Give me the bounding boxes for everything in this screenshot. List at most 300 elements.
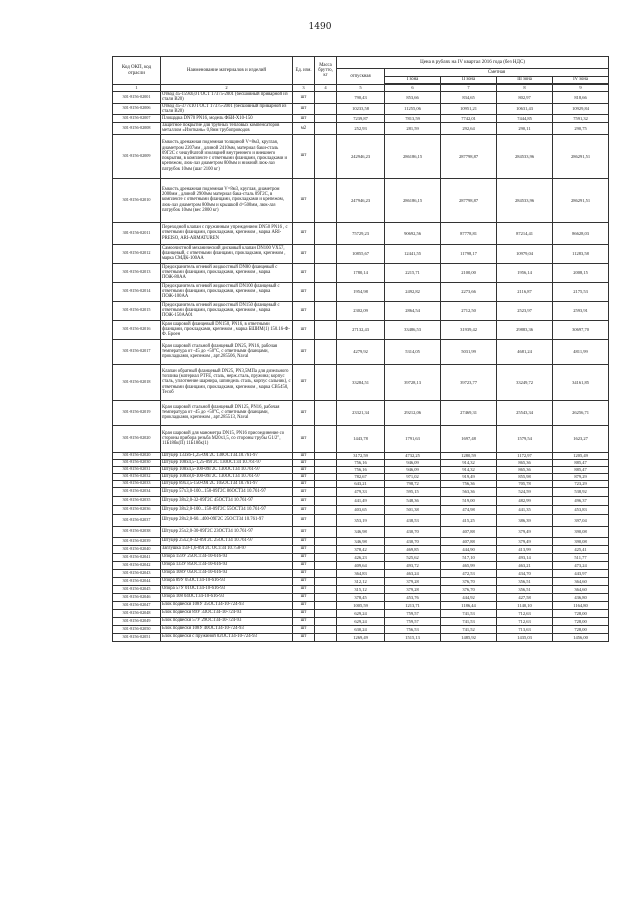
mass-cell [315, 505, 337, 514]
code-cell: 301-8156-02035 [113, 496, 161, 505]
name-cell: Опора 57У 01ОСТ34-10-616-93 [161, 585, 293, 593]
release-price-cell: 252,93 [337, 123, 385, 135]
zone-price-cell: 474,98 [441, 505, 497, 514]
zone-price-cell: 1164,80 [553, 601, 609, 609]
mass-cell [315, 452, 337, 459]
zone-price-cell: 430,70 [385, 537, 441, 545]
zone-price-cell: 26256,71 [553, 400, 609, 425]
table-row [113, 134, 609, 178]
unit-cell: шт [293, 134, 315, 178]
mass-cell [315, 244, 337, 263]
zone-price-cell: 453,76 [385, 593, 441, 601]
table-row [113, 364, 609, 400]
zone-price-cell: 2492,82 [385, 282, 441, 301]
code-cell: 301-8156-02020 [113, 452, 161, 459]
table-row [113, 466, 609, 473]
release-price-cell: 630,24 [337, 625, 385, 633]
unit-header: Ед. изм. [293, 57, 315, 85]
zone-price-cell: 25543,34 [497, 400, 553, 425]
mass-cell [315, 459, 337, 466]
zone-price-cell: 5031,99 [441, 339, 497, 364]
code-cell: 301-8156-02017 [113, 339, 161, 364]
zone-price-cell: 39723,77 [441, 364, 497, 400]
table-row [113, 473, 609, 480]
zone-price-cell: 386,39 [497, 514, 553, 526]
name-cell: Штуцер 28х2,0-60...400-09Г2С 25ОСТ34 10.761-97 [161, 514, 293, 526]
mass-cell [315, 92, 337, 104]
zone-price-cell: 501,38 [385, 505, 441, 514]
zone-price-cell: 430,70 [385, 526, 441, 537]
zone-price-cell: 2008,15 [553, 263, 609, 282]
name-cell: Кран шаровой для манометра DN15, PN16 присоединение со стороны прибора резьба M20х1,5, со стороны трубы G1/2", 11Б18бк(П) 11Б18бк(1) [161, 425, 293, 452]
mass-cell [315, 514, 337, 526]
name-cell: Опора 89У 05ОСТ34-10-616-93 [161, 577, 293, 585]
name-cell: Кран шаровой стальной фланцевый DN25, PN16, рабочая температура от -45 до +50°С, с ответными фланцами, прокладками, крепежом , арт.285506, Naval [161, 339, 293, 364]
zone-price-cell: 87214,41 [497, 222, 553, 244]
zone-price-cell: 728,00 [553, 617, 609, 625]
code-cell: 301-8156-02020 [113, 425, 161, 452]
mass-cell [315, 609, 337, 617]
zone-price-cell: 7813,59 [385, 115, 441, 123]
zone-price-cell: 284533,96 [497, 178, 553, 222]
code-cell: 301-8156-02033 [113, 480, 161, 487]
zone-price-cell: 1435,03 [497, 633, 553, 641]
zone-price-cell: 759,57 [385, 617, 441, 625]
release-price-cell: 1443,78 [337, 425, 385, 452]
unit-cell: шт [293, 617, 315, 625]
name-cell: Штуцер 25х2,0-30-09Г2С 23ОСТ34 10.761-97 [161, 526, 293, 537]
unit-cell: шт [293, 178, 315, 222]
table-row [113, 601, 609, 609]
zone-price-cell: 802,97 [497, 92, 553, 104]
zone-price-cell: 919,49 [441, 473, 497, 480]
zone-price-cell: 865,36 [497, 459, 553, 466]
zone-price-cell: 705,78 [497, 480, 553, 487]
zone-price-cell: 444,92 [441, 593, 497, 601]
zone-price-cell: 525,62 [385, 553, 441, 561]
unit-cell: шт [293, 505, 315, 514]
mass-cell [315, 115, 337, 123]
name-cell: Штуцер 133х6-1,25-09Г2С 130ОСТ34.10.761-97 [161, 452, 293, 459]
code-cell: 301-8156-02045 [113, 585, 161, 593]
zone-price-cell: 281,59 [385, 123, 441, 135]
unit-cell: шт [293, 601, 315, 609]
release-price-cell: 756,16 [337, 459, 385, 466]
zone-price-cell: 379,28 [385, 577, 441, 585]
zone-price-cell: 517,10 [441, 553, 497, 561]
release-price-cell: 364,83 [337, 569, 385, 577]
code-cell: 301-8156-02001 [113, 92, 161, 104]
name-cell: Опора 133У 85ОСТ34-10-616-93 [161, 561, 293, 569]
mass-cell [315, 178, 337, 222]
unit-cell: шт [293, 364, 315, 400]
zone-price-cell: 519,00 [441, 496, 497, 505]
mass-cell [315, 466, 337, 473]
table-row [113, 585, 609, 593]
table-row [113, 301, 609, 320]
name-cell: Переходной клапан с пружинным упреждением DN50 PN16 , с ответными фланцами, прокладками, крепежом , марка ARI-PREISO, ARI-ARMATUREN [161, 222, 293, 244]
unit-cell: шт [293, 496, 315, 505]
release-price-cell: 23321,34 [337, 400, 385, 425]
page-number: 1490 [308, 22, 332, 32]
name-cell: Емкость дренажная подземная толщиной V=8м3, круглая, диаметром 2207мм , длиной 2410мм, материал баки-сталь 09Г2С с чешуйчатой изоляцией внутреннего и внешнего покрытия, в комплекте с ответными фланцами, прокладками и крепежом, люк-лаз диаметром 800мм и нижний люк-лаз патрубок 10мм (шаг 2100 кг) [161, 134, 293, 178]
zone-price-cell: 538,92 [553, 487, 609, 496]
zone-price-cell: 290,75 [553, 123, 609, 135]
code-cell: 301-8156-02012 [113, 244, 161, 263]
column-number: 1 [113, 85, 161, 92]
release-price-cell: 353,19 [337, 514, 385, 526]
mass-cell [315, 569, 337, 577]
table-row [113, 320, 609, 339]
zone-price-cell: 563,36 [441, 487, 497, 496]
unit-cell: шт [293, 320, 315, 339]
unit-cell: шт [293, 466, 315, 473]
table-row [113, 487, 609, 496]
unit-cell: шт [293, 537, 315, 545]
name-cell: Штуцер 108х4,5-100-09Г2С 130ОСТ34 10.761-97 [161, 466, 293, 473]
mass-cell [315, 473, 337, 480]
table-row [113, 505, 609, 514]
code-cell: 301-8156-02013 [113, 263, 161, 282]
zone-price-cell: 390,08 [553, 526, 609, 537]
unit-cell: шт [293, 452, 315, 459]
zone-price-cell: 1956,14 [497, 263, 553, 282]
name-cell: Штуцер 57х3,0-100...150-09Г2С 86ОСТ34 10.761-97 [161, 487, 293, 496]
release-price-cell: 27132,43 [337, 320, 385, 339]
zone-price-cell: 1485,92 [441, 633, 497, 641]
code-cell: 301-8156-02048 [113, 609, 161, 617]
zone-price-cell: 29883,36 [497, 320, 553, 339]
unit-cell: шт [293, 301, 315, 320]
unit-cell: шт [293, 593, 315, 601]
zone-price-cell: 427,58 [497, 593, 553, 601]
unit-cell: шт [293, 339, 315, 364]
release-price-cell: 378,42 [337, 545, 385, 553]
unit-cell: шт [293, 569, 315, 577]
zone-price-cell: 413,99 [497, 545, 553, 553]
zone-price-cell: 407,88 [441, 537, 497, 545]
zone-price-cell: 741,52 [441, 625, 497, 633]
table-row [113, 400, 609, 425]
mass-cell [315, 480, 337, 487]
zone-price-cell: 493,14 [497, 553, 553, 561]
unit-cell: шт [293, 487, 315, 496]
zone-price-cell: 34161,85 [553, 364, 609, 400]
zone-price-cell: 379,49 [497, 537, 553, 545]
code-cell: 301-8156-02038 [113, 526, 161, 537]
code-cell: 301-8156-02011 [113, 222, 161, 244]
zone-price-cell: 798,72 [385, 480, 441, 487]
zone-price-cell: 425,41 [553, 545, 609, 553]
zone-price-cell: 741,53 [441, 617, 497, 625]
name-cell: Опора 159У 25ОСТ34-10-616-93 [161, 553, 293, 561]
zone-price-cell: 2215,71 [385, 263, 441, 282]
code-cell: 301-8156-02040 [113, 545, 161, 553]
zone-price-cell: 473,24 [553, 561, 609, 569]
mass-cell [315, 585, 337, 593]
mass-header: Масса брутто, кг [315, 57, 337, 85]
zone-price-cell: 10929,84 [553, 103, 609, 115]
zone-price-cell: 31939,42 [441, 320, 497, 339]
zone-price-cell: 756,53 [385, 625, 441, 633]
column-number: 8 [497, 85, 553, 92]
table-row [113, 115, 609, 123]
zone-price-cell: 390,08 [553, 537, 609, 545]
table-row [113, 617, 609, 625]
release-price-cell: 312,12 [337, 577, 385, 585]
column-number: 9 [553, 85, 609, 92]
release-price-cell: 479,33 [337, 487, 385, 496]
code-cell: 301-8156-02046 [113, 593, 161, 601]
zone-price-cell: 290,11 [497, 123, 553, 135]
zone-price-cell: 865,36 [497, 466, 553, 473]
zone-price-cell: 728,00 [553, 609, 609, 617]
column-number: 4 [315, 85, 337, 92]
zone-price-cell: 364,60 [553, 577, 609, 585]
zone-price-cell: 759,57 [385, 609, 441, 617]
name-cell: Штуцер 89х3,5-150-09Г2С 105ОСТ34 10.761-97 [161, 480, 293, 487]
unit-cell: шт [293, 459, 315, 466]
zone-price-cell: 11255,06 [385, 103, 441, 115]
name-cell: Опора 108У 05ОСТ34-10-616-93 [161, 569, 293, 577]
name-cell: Предохранитель огневой жидкостный DN100 фланцевый с ответными фланцами, прокладками, крепежом , марка ПОЖ-100АА [161, 282, 293, 301]
mass-cell [315, 339, 337, 364]
name-cell: Опора 108 04ОСТ34-10-616-93 [161, 593, 293, 601]
zone-price-cell: 855,98 [497, 473, 553, 480]
zone-price-cell: 2116,87 [497, 282, 553, 301]
zone-header: IV зона [553, 77, 609, 84]
release-price-cell: 242946,23 [337, 134, 385, 178]
zone-header: II зона [441, 77, 497, 84]
code-cell: 301-8156-02049 [113, 617, 161, 625]
zone-price-cell: 379,49 [497, 526, 553, 537]
table-row [113, 593, 609, 601]
name-cell: Отвод 45-159х6,0 ГОСТ 17375-2001 (бесшовный приварной из стали В20) [161, 92, 293, 104]
zone-price-cell: 493,72 [385, 561, 441, 569]
zone-price-cell: 2523,97 [497, 301, 553, 320]
zone-price-cell: 10979,04 [497, 244, 553, 263]
table-row [113, 103, 609, 115]
zone-price-cell: 7742,01 [441, 115, 497, 123]
unit-cell: шт [293, 92, 315, 104]
unit-cell: м2 [293, 123, 315, 135]
unit-cell: шт [293, 473, 315, 480]
zone-price-cell: 87778,81 [441, 222, 497, 244]
code-cell: 301-8156-02018 [113, 364, 161, 400]
release-price-cell: 409,64 [337, 561, 385, 569]
zone-price-cell: 86628,03 [553, 222, 609, 244]
zone-price-cell: 712,63 [497, 609, 553, 617]
name-cell: Заглушка 159-1,6-09Г2С ОСТ34 10.758-97 [161, 545, 293, 553]
code-cell: 301-8156-02042 [113, 561, 161, 569]
zone-price-cell: 2864,54 [385, 301, 441, 320]
release-price-cell: 10233,58 [337, 103, 385, 115]
mass-cell [315, 537, 337, 545]
mass-cell [315, 633, 337, 641]
zone-price-cell: 2175,53 [553, 282, 609, 301]
name-cell: Емкость дренажная подземная V=8м3, круглая, диаметром 2000мм , длиной 2900мм материал бака-сталь 09Г2С, в комплекте с ответными фланцами, прокладками и крепежом, люк-лаз диаметром 800мм и крышкой d=500мм, люк-лаз патрубок 10мм (вес 2800 кг) [161, 178, 293, 222]
mass-cell [315, 320, 337, 339]
zone-price-cell: 946,09 [385, 459, 441, 466]
zone-price-cell: 292,64 [441, 123, 497, 135]
code-cell: 301-8156-02044 [113, 577, 161, 585]
zone-price-cell: 885,47 [553, 459, 609, 466]
zone-price-cell: 1213,71 [385, 601, 441, 609]
release-price-cell: 3172,59 [337, 452, 385, 459]
mass-cell [315, 282, 337, 301]
mass-cell [315, 301, 337, 320]
zone-price-cell: 2712,50 [441, 301, 497, 320]
unit-cell: шт [293, 553, 315, 561]
mass-cell [315, 134, 337, 178]
code-cell: 301-8156-02008 [113, 123, 161, 135]
column-number: 7 [441, 85, 497, 92]
name-cell: Блок подвески 108У 35ОСТ34-10-724-93 [161, 601, 293, 609]
unit-cell: шт [293, 425, 315, 452]
unit-cell: шт [293, 625, 315, 633]
code-cell: 301-8156-02014 [113, 282, 161, 301]
name-cell: Отвод 45-377х10 ГОСТ 17375-2001 (бесшовный приварной из стали В20) [161, 103, 293, 115]
unit-cell: шт [293, 115, 315, 123]
zone-price-cell: 415,25 [441, 514, 497, 526]
unit-cell: шт [293, 545, 315, 553]
zone-price-cell: 713,63 [497, 625, 553, 633]
table-row [113, 452, 609, 459]
code-cell: 301-8156-02039 [113, 537, 161, 545]
zone-price-cell: 356,51 [497, 577, 553, 585]
zone-price-cell: 971,02 [385, 473, 441, 480]
table-row [113, 222, 609, 244]
mass-cell [315, 496, 337, 505]
zone-price-cell: 1456,00 [553, 633, 609, 641]
zone-price-cell: 39728,13 [385, 364, 441, 400]
zone-price-cell: 853,66 [385, 92, 441, 104]
code-cell: 301-8156-02007 [113, 115, 161, 123]
zone-price-cell: 7444,85 [497, 115, 553, 123]
table-row [113, 553, 609, 561]
zone-price-cell: 29212,06 [385, 400, 441, 425]
zone-price-cell: 397,04 [553, 514, 609, 526]
zone-price-cell: 5314,05 [385, 339, 441, 364]
table-row [113, 569, 609, 577]
zone-price-cell: 379,28 [385, 585, 441, 593]
zone-price-cell: 482,99 [497, 496, 553, 505]
zone-price-cell: 364,60 [553, 585, 609, 593]
name-cell: Блок подвески 57У 29ОСТ34-10-724-93 [161, 617, 293, 625]
zone-price-cell: 1579,54 [497, 425, 553, 452]
zone-price-cell: 818,66 [553, 92, 609, 104]
zone-price-cell: 27469,31 [441, 400, 497, 425]
code-cell: 301-8156-02016 [113, 320, 161, 339]
release-price-cell: 643,21 [337, 480, 385, 487]
zone-price-cell: 436,80 [553, 593, 609, 601]
zone-price-cell: 712,63 [497, 617, 553, 625]
column-number: 3 [293, 85, 315, 92]
table-row [113, 496, 609, 505]
table-row [113, 263, 609, 282]
zone-price-cell: 10951,21 [441, 103, 497, 115]
zone-price-cell: 10631,43 [497, 103, 553, 115]
zone-price-cell: 1697,48 [441, 425, 497, 452]
mass-cell [315, 364, 337, 400]
zone-price-cell: 33249,72 [497, 364, 553, 400]
column-number: 2 [161, 85, 293, 92]
release-price-cell: 346,98 [337, 526, 385, 537]
unit-cell: шт [293, 263, 315, 282]
zone-price-cell: 444,90 [441, 545, 497, 553]
name-cell: Площадка DN70 PN16, модель ФБИ-Х10-150 [161, 115, 293, 123]
table-row [113, 339, 609, 364]
zone-price-cell: 286291,51 [553, 178, 609, 222]
code-cell: 301-8156-02032 [113, 473, 161, 480]
release-price-cell: 33284,51 [337, 364, 385, 400]
zone-price-cell: 30697,70 [553, 320, 609, 339]
release-price-cell: 441,49 [337, 496, 385, 505]
zone-price-cell: 914,32 [441, 459, 497, 466]
zone-price-cell: 834,65 [441, 92, 497, 104]
unit-cell: шт [293, 480, 315, 487]
zone-price-cell: 741,53 [441, 609, 497, 617]
zone-price-cell: 1205,49 [553, 452, 609, 459]
release-price-cell: 247946,23 [337, 178, 385, 222]
table-row [113, 244, 609, 263]
release-price-cell: 7239,87 [337, 115, 385, 123]
mass-cell [315, 545, 337, 553]
name-cell: Блок подвески 89У 33ОСТ34-10-724-93 [161, 609, 293, 617]
zone-price-cell: 469,85 [385, 545, 441, 553]
name-cell: Кран шаровой стальной фланцевый DN125, PN16, рабочая температура от -45 до +50°С, с ответными фланцами, прокладками, крепежом , арт.285513, Naval [161, 400, 293, 425]
unit-cell: шт [293, 633, 315, 641]
unit-cell: шт [293, 103, 315, 115]
zone-price-cell: 453,83 [553, 505, 609, 514]
zone-price-cell: 2100,00 [441, 263, 497, 282]
unit-cell: шт [293, 526, 315, 537]
zone-price-cell: 885,47 [553, 466, 609, 473]
release-price-cell: 1954,98 [337, 282, 385, 301]
table-row [113, 545, 609, 553]
release-price-cell: 426,23 [337, 553, 385, 561]
zone-price-cell: 756,36 [441, 480, 497, 487]
unit-cell: шт [293, 577, 315, 585]
zone-price-cell: 4811,99 [553, 339, 609, 364]
zone-price-cell: 441,35 [497, 505, 553, 514]
release-price-cell: 403,65 [337, 505, 385, 514]
name-cell: Самоочистной механический дисковый клапан DN100 VX57, фланцевый, с ответными фланцами, прокладками, крепежом , марка СМДК-100АА [161, 244, 293, 263]
unit-cell: шт [293, 400, 315, 425]
zone-price-cell: 434,70 [497, 569, 553, 577]
code-cell: 301-8156-02019 [113, 400, 161, 425]
zone-price-cell: 287798,87 [441, 178, 497, 222]
table-row [113, 577, 609, 585]
release-price-cell: 756,16 [337, 466, 385, 473]
code-cell: 301-8156-02037 [113, 514, 161, 526]
mass-cell [315, 601, 337, 609]
release-price-cell: 4279,92 [337, 339, 385, 364]
zone-price-cell: 946,09 [385, 466, 441, 473]
zone-price-cell: 438,53 [385, 514, 441, 526]
zone-price-cell: 443,97 [553, 569, 609, 577]
zone-price-cell: 728,00 [553, 625, 609, 633]
name-cell: Штуцер 38х2,0-100...150-09Г2С 55ОСТ34 10.761-97 [161, 505, 293, 514]
zone-price-cell: 4732,25 [385, 452, 441, 459]
zone-price-cell: 511,77 [553, 553, 609, 561]
zone-price-cell: 1791,63 [385, 425, 441, 452]
name-cell: Клапан обратный фланцевый DN25, PN3,5МПа для дизельного топлива (материал PTFE, сталь, нерж.сталь, пружина; корпус сталь, уплотнение шарнира, шпиндель сталь, корпус сальник), с ответными фланцами, прокладками, крепежом , марка СВ5450, Тесоб [161, 364, 293, 400]
name-cell: Штуцер 25х2,0-32-09Г2С 25ОСТ34 10.761-97 [161, 537, 293, 545]
zone-price-cell: 4681,24 [497, 339, 553, 364]
code-cell: 301-8156-02015 [113, 301, 161, 320]
mass-cell [315, 425, 337, 452]
